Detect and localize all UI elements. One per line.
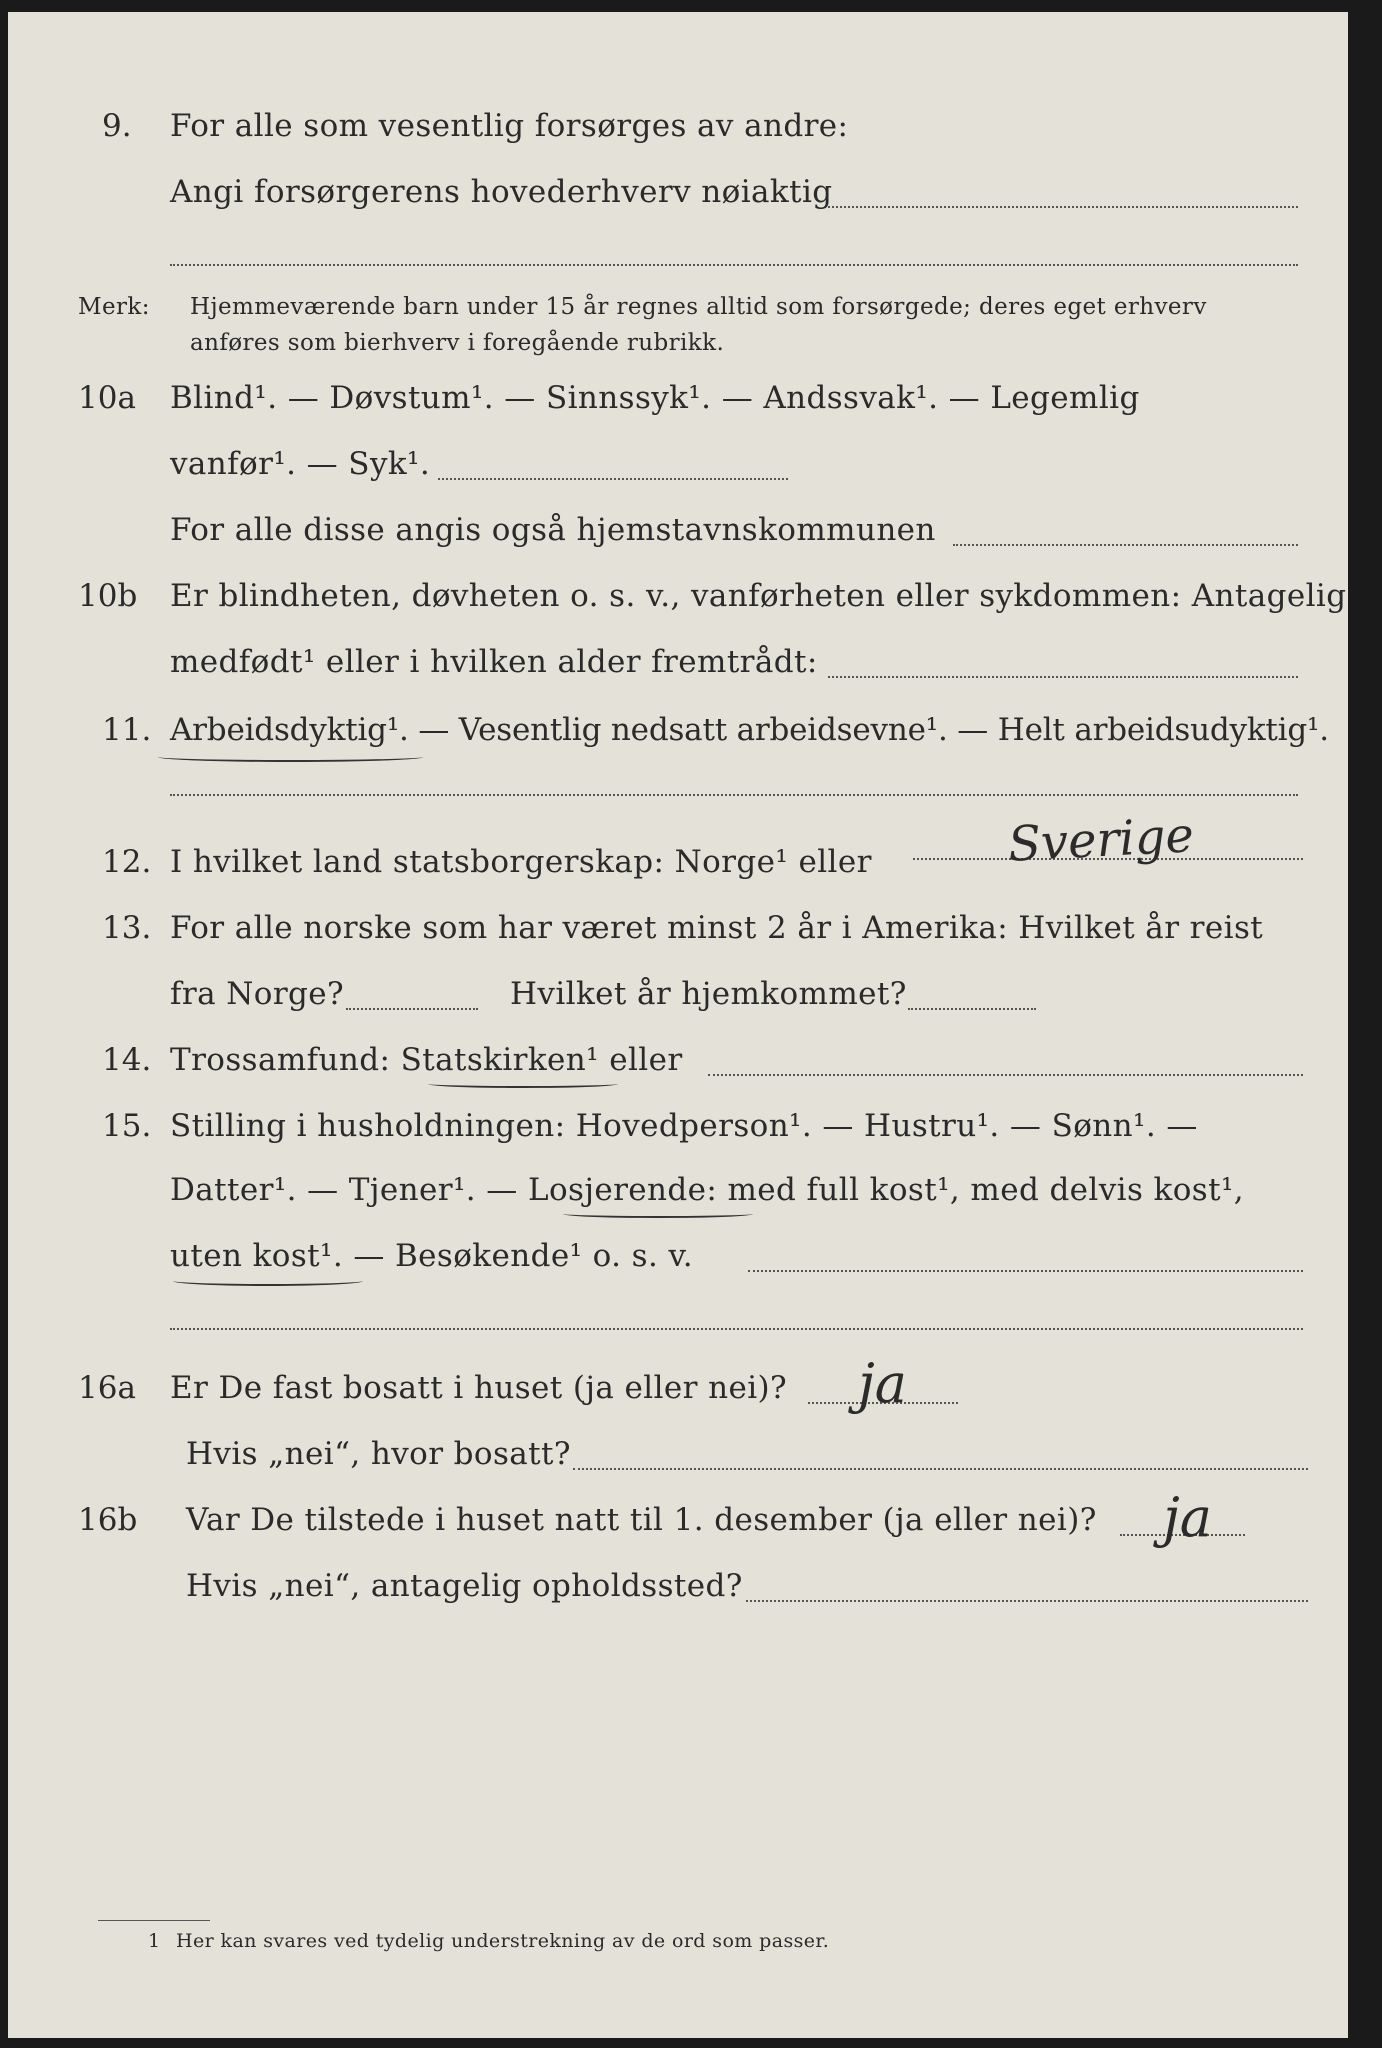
q10a-line-3: For alle disse angis også hjemstavnskommunen	[170, 512, 936, 548]
q12-handwritten-answer: Sverige	[1006, 807, 1196, 873]
q16a-line-2: Hvis „nei“, hvor bosatt?	[186, 1436, 571, 1472]
q10b-line-2: medfødt¹ eller i hvilken alder fremtrådt:	[170, 644, 818, 680]
q13-line-2a: fra Norge?	[170, 976, 345, 1012]
q15-answer-line-2	[170, 1328, 1303, 1330]
q16b-opholdssted-line	[746, 1600, 1308, 1602]
q15-losjerende-underline	[563, 1210, 753, 1218]
q9-line-1: For alle som vesentlig forsørges av andre:	[170, 108, 849, 144]
q9-line-2: Angi forsørgerens hovederhverv nøiaktig	[170, 174, 833, 210]
q11-line-1: Arbeidsdyktig¹. — Vesentlig nedsatt arbeidsevne¹. — Helt arbeidsudyktig¹.	[170, 712, 1329, 748]
q13-hjemkommet-line	[908, 1008, 1036, 1010]
q10b-line-1: Er blindheten, døvheten o. s. v., vanførheten eller sykdommen: Antagelig	[170, 578, 1347, 614]
q15-answer-line	[748, 1270, 1303, 1272]
item-number-10a: 10a	[78, 380, 136, 416]
item-number-11: 11.	[102, 712, 152, 748]
q13-reist-line	[346, 1008, 478, 1010]
q16a-line-1: Er De fast bosatt i huset (ja eller nei)?	[170, 1370, 788, 1406]
footnote-rule	[98, 1920, 210, 1921]
q12-line-1: I hvilket land statsborgerskap: Norge¹ eller	[170, 844, 872, 880]
item-number-13: 13.	[102, 910, 152, 946]
merk-label: Merk:	[78, 294, 150, 320]
q15-line-1: Stilling i husholdningen: Hovedperson¹. — Hustru¹. — Sønn¹. —	[170, 1108, 1198, 1144]
q14-answer-line	[708, 1074, 1303, 1076]
footnote-text: Her kan svares ved tydelig understrekning av de ord som passer.	[176, 1930, 830, 1952]
q14-line-1: Trossamfund: Statskirken¹ eller	[170, 1042, 683, 1078]
q14-handwritten-underline	[428, 1080, 618, 1088]
census-form-page	[8, 12, 1348, 2038]
item-number-15: 15.	[102, 1108, 152, 1144]
item-number-10b: 10b	[78, 578, 138, 614]
q10a-line-1: Blind¹. — Døvstum¹. — Sinnssyk¹. — Andssvak¹. — Legemlig	[170, 380, 1140, 416]
q16a-handwritten-answer: ja	[858, 1352, 907, 1415]
q16a-bosatt-line	[573, 1468, 1308, 1470]
item-number-16a: 16a	[78, 1370, 136, 1406]
q9-answer-line	[828, 206, 1298, 208]
item-number-12: 12.	[102, 844, 152, 880]
q10a-line-2: vanfør¹. — Syk¹.	[170, 446, 431, 482]
q11-answer-line	[170, 794, 1298, 796]
q13-line-1: For alle norske som har været minst 2 år i Amerika: Hvilket år reist	[170, 910, 1264, 946]
item-number-16b: 16b	[78, 1502, 138, 1538]
q10a-answer-line	[438, 478, 788, 480]
q11-handwritten-underline	[158, 752, 423, 762]
q13-line-2b: Hvilket år hjemkommet?	[510, 976, 907, 1012]
q15-uten-kost-underline	[173, 1276, 363, 1286]
q16b-line-2: Hvis „nei“, antagelig opholdssted?	[186, 1568, 743, 1604]
q15-line-3: uten kost¹. — Besøkende¹ o. s. v.	[170, 1238, 693, 1274]
q15-line-2: Datter¹. — Tjener¹. — Losjerende: med full kost¹, med delvis kost¹,	[170, 1172, 1245, 1208]
q16b-handwritten-answer: ja	[1163, 1486, 1212, 1549]
merk-line-2: anføres som bierhverv i foregående rubrikk.	[190, 330, 725, 356]
q9-answer-line-2	[170, 264, 1298, 266]
q10b-answer-line	[828, 676, 1298, 678]
footnote-mark: 1	[148, 1930, 161, 1952]
merk-line-1: Hjemmeværende barn under 15 år regnes alltid som forsørgede; deres eget erhverv	[190, 294, 1207, 320]
q16b-line-1: Var De tilstede i huset natt til 1. desember (ja eller nei)?	[186, 1502, 1097, 1538]
q10a-kommune-line	[953, 544, 1298, 546]
item-number-14: 14.	[102, 1042, 152, 1078]
item-number-9: 9.	[102, 108, 132, 144]
